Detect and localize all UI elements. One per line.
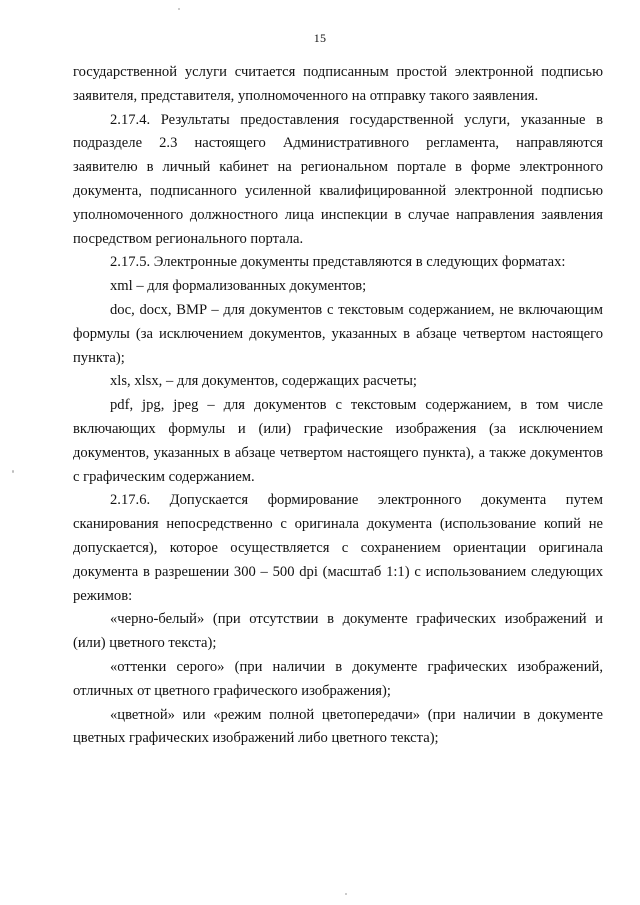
document-body [73, 61, 603, 751]
scan-speck [12, 470, 14, 473]
scan-speck [345, 893, 347, 895]
paragraph-2-17-4: 2.17.4. Результаты предоставления государственной услуги, указанные в подразделе 2.3 настоящего Административного регламента, направляются заявителю в личный кабинет на региональном портале в форме электронного документа, подписанного усиленной квалифицированной электронной подписью уполномоченного должностного лица инспекции в случае направления заявления посредством регионального портала. [73, 111, 603, 247]
paragraph-2-17-5: 2.17.5. Электронные документы представляются в следующих форматах: [110, 254, 566, 271]
format-item-doc: doc, docx, BMP – для документов с текстовым содержанием, не включающим формулы (за исключением документов, указанных в абзаце четвертом настоящего пункта); [73, 301, 603, 366]
scan-mode-grayscale: «оттенки серого» (при наличии в документе графических изображений, отличных от цветного графического изображения); [73, 658, 603, 699]
scan-mode-color: «цветной» или «режим полной цветопередачи» (при наличии в документе цветных графических изображений либо цветного текста); [73, 706, 603, 747]
format-item-xml: xml – для формализованных документов; [110, 278, 367, 295]
scan-mode-black-white: «черно-белый» (при отсутствии в документе графических изображений и (или) цветного текста); [73, 611, 603, 652]
paragraph-continuation: государственной услуги считается подписанным простой электронной подписью заявителя, представителя, уполномоченного на отправку такого заявления. [73, 64, 603, 104]
format-item-xls: xls, xlsx, – для документов, содержащих расчеты; [110, 373, 417, 390]
page-number: 15 [313, 31, 327, 45]
format-item-pdf: pdf, jpg, jpeg – для документов с текстовым содержанием, в том числе включающих формулы и (или) графические изображения (за исключением документов, указанных в абзаце четвертом настоящего пункта), а также документов с графическим содержанием. [73, 397, 603, 485]
paragraph-2-17-6: 2.17.6. Допускается формирование электронного документа путем сканирования непосредственно с оригинала документа (использование копий не допускается), которое осуществляется с сохранением ориентации оригинала документа в разрешении 300 – 500 dpi (масштаб 1:1) с использованием следующих режимов: [73, 492, 603, 604]
scan-speck [178, 8, 180, 10]
